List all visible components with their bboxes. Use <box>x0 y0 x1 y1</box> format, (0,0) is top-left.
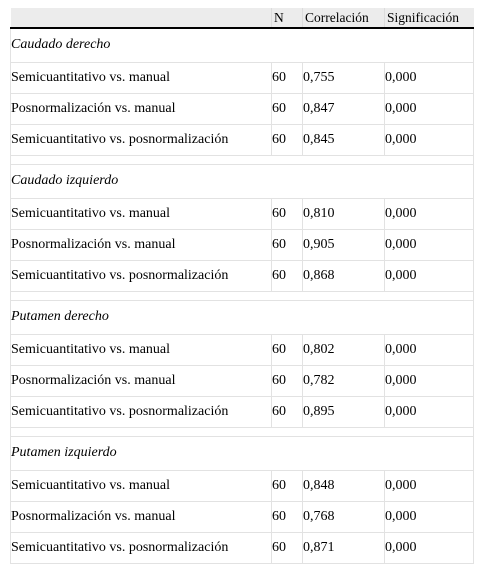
correlation-cell: 0,871 <box>303 532 385 563</box>
section-header-row <box>11 164 474 198</box>
correlation-cell: 0,845 <box>303 124 385 155</box>
n-cell: 60 <box>272 93 303 124</box>
significance-cell: 0,000 <box>385 198 474 229</box>
section-title: Putamen derecho <box>11 300 474 334</box>
significance-cell: 0,000 <box>385 334 474 365</box>
section-header-row <box>11 436 474 470</box>
significance-cell: 0,000 <box>385 124 474 155</box>
section-spacer <box>11 291 474 300</box>
correlation-cell: 0,810 <box>303 198 385 229</box>
correlation-cell: 0,905 <box>303 229 385 260</box>
correlation-cell: 0,782 <box>303 365 385 396</box>
n-cell: 60 <box>272 501 303 532</box>
correlation-cell: 0,802 <box>303 334 385 365</box>
significance-cell: 0,000 <box>385 260 474 291</box>
correlation-cell: 0,868 <box>303 260 385 291</box>
table-body <box>11 28 474 563</box>
header-correlation: Correlación <box>303 8 385 28</box>
header-row <box>11 8 474 28</box>
table-row <box>11 229 474 260</box>
section-spacer <box>11 427 474 436</box>
correlation-cell: 0,847 <box>303 93 385 124</box>
n-cell: 60 <box>272 229 303 260</box>
comparison-cell: Semicuantitativo vs. posnormalización <box>11 532 272 563</box>
comparison-cell: Posnormalización vs. manual <box>11 229 272 260</box>
significance-cell: 0,000 <box>385 62 474 93</box>
table-row <box>11 62 474 93</box>
significance-cell: 0,000 <box>385 229 474 260</box>
comparison-cell: Posnormalización vs. manual <box>11 365 272 396</box>
correlation-cell: 0,895 <box>303 396 385 427</box>
n-cell: 60 <box>272 532 303 563</box>
table-row <box>11 396 474 427</box>
spacer-cell <box>11 427 474 436</box>
comparison-cell: Semicuantitativo vs. manual <box>11 198 272 229</box>
header-label-column <box>11 8 272 28</box>
correlation-cell: 0,755 <box>303 62 385 93</box>
section-title: Putamen izquierdo <box>11 436 474 470</box>
table-row <box>11 198 474 229</box>
table-row <box>11 501 474 532</box>
n-cell: 60 <box>272 124 303 155</box>
significance-cell: 0,000 <box>385 470 474 501</box>
n-cell: 60 <box>272 470 303 501</box>
header-n: N <box>272 8 303 28</box>
section-header-row <box>11 300 474 334</box>
section-spacer <box>11 155 474 164</box>
section-title: Caudado izquierdo <box>11 164 474 198</box>
table-row <box>11 260 474 291</box>
n-cell: 60 <box>272 365 303 396</box>
significance-cell: 0,000 <box>385 501 474 532</box>
correlation-cell: 0,768 <box>303 501 385 532</box>
n-cell: 60 <box>272 260 303 291</box>
n-cell: 60 <box>272 334 303 365</box>
n-cell: 60 <box>272 62 303 93</box>
correlation-cell: 0,848 <box>303 470 385 501</box>
table-row <box>11 124 474 155</box>
spacer-cell <box>11 291 474 300</box>
table-row <box>11 532 474 563</box>
table-row <box>11 470 474 501</box>
n-cell: 60 <box>272 396 303 427</box>
comparison-cell: Posnormalización vs. manual <box>11 501 272 532</box>
significance-cell: 0,000 <box>385 93 474 124</box>
header-significance: Significación <box>385 8 474 28</box>
significance-cell: 0,000 <box>385 365 474 396</box>
significance-cell: 0,000 <box>385 532 474 563</box>
comparison-cell: Semicuantitativo vs. manual <box>11 334 272 365</box>
comparison-cell: Semicuantitativo vs. posnormalización <box>11 260 272 291</box>
comparison-cell: Semicuantitativo vs. posnormalización <box>11 124 272 155</box>
comparison-cell: Posnormalización vs. manual <box>11 93 272 124</box>
correlation-table <box>10 8 474 564</box>
section-header-row <box>11 28 474 62</box>
comparison-cell: Semicuantitativo vs. manual <box>11 62 272 93</box>
table-row <box>11 93 474 124</box>
table-row <box>11 365 474 396</box>
comparison-cell: Semicuantitativo vs. posnormalización <box>11 396 272 427</box>
spacer-cell <box>11 155 474 164</box>
comparison-cell: Semicuantitativo vs. manual <box>11 470 272 501</box>
section-title: Caudado derecho <box>11 28 474 62</box>
table-row <box>11 334 474 365</box>
n-cell: 60 <box>272 198 303 229</box>
significance-cell: 0,000 <box>385 396 474 427</box>
